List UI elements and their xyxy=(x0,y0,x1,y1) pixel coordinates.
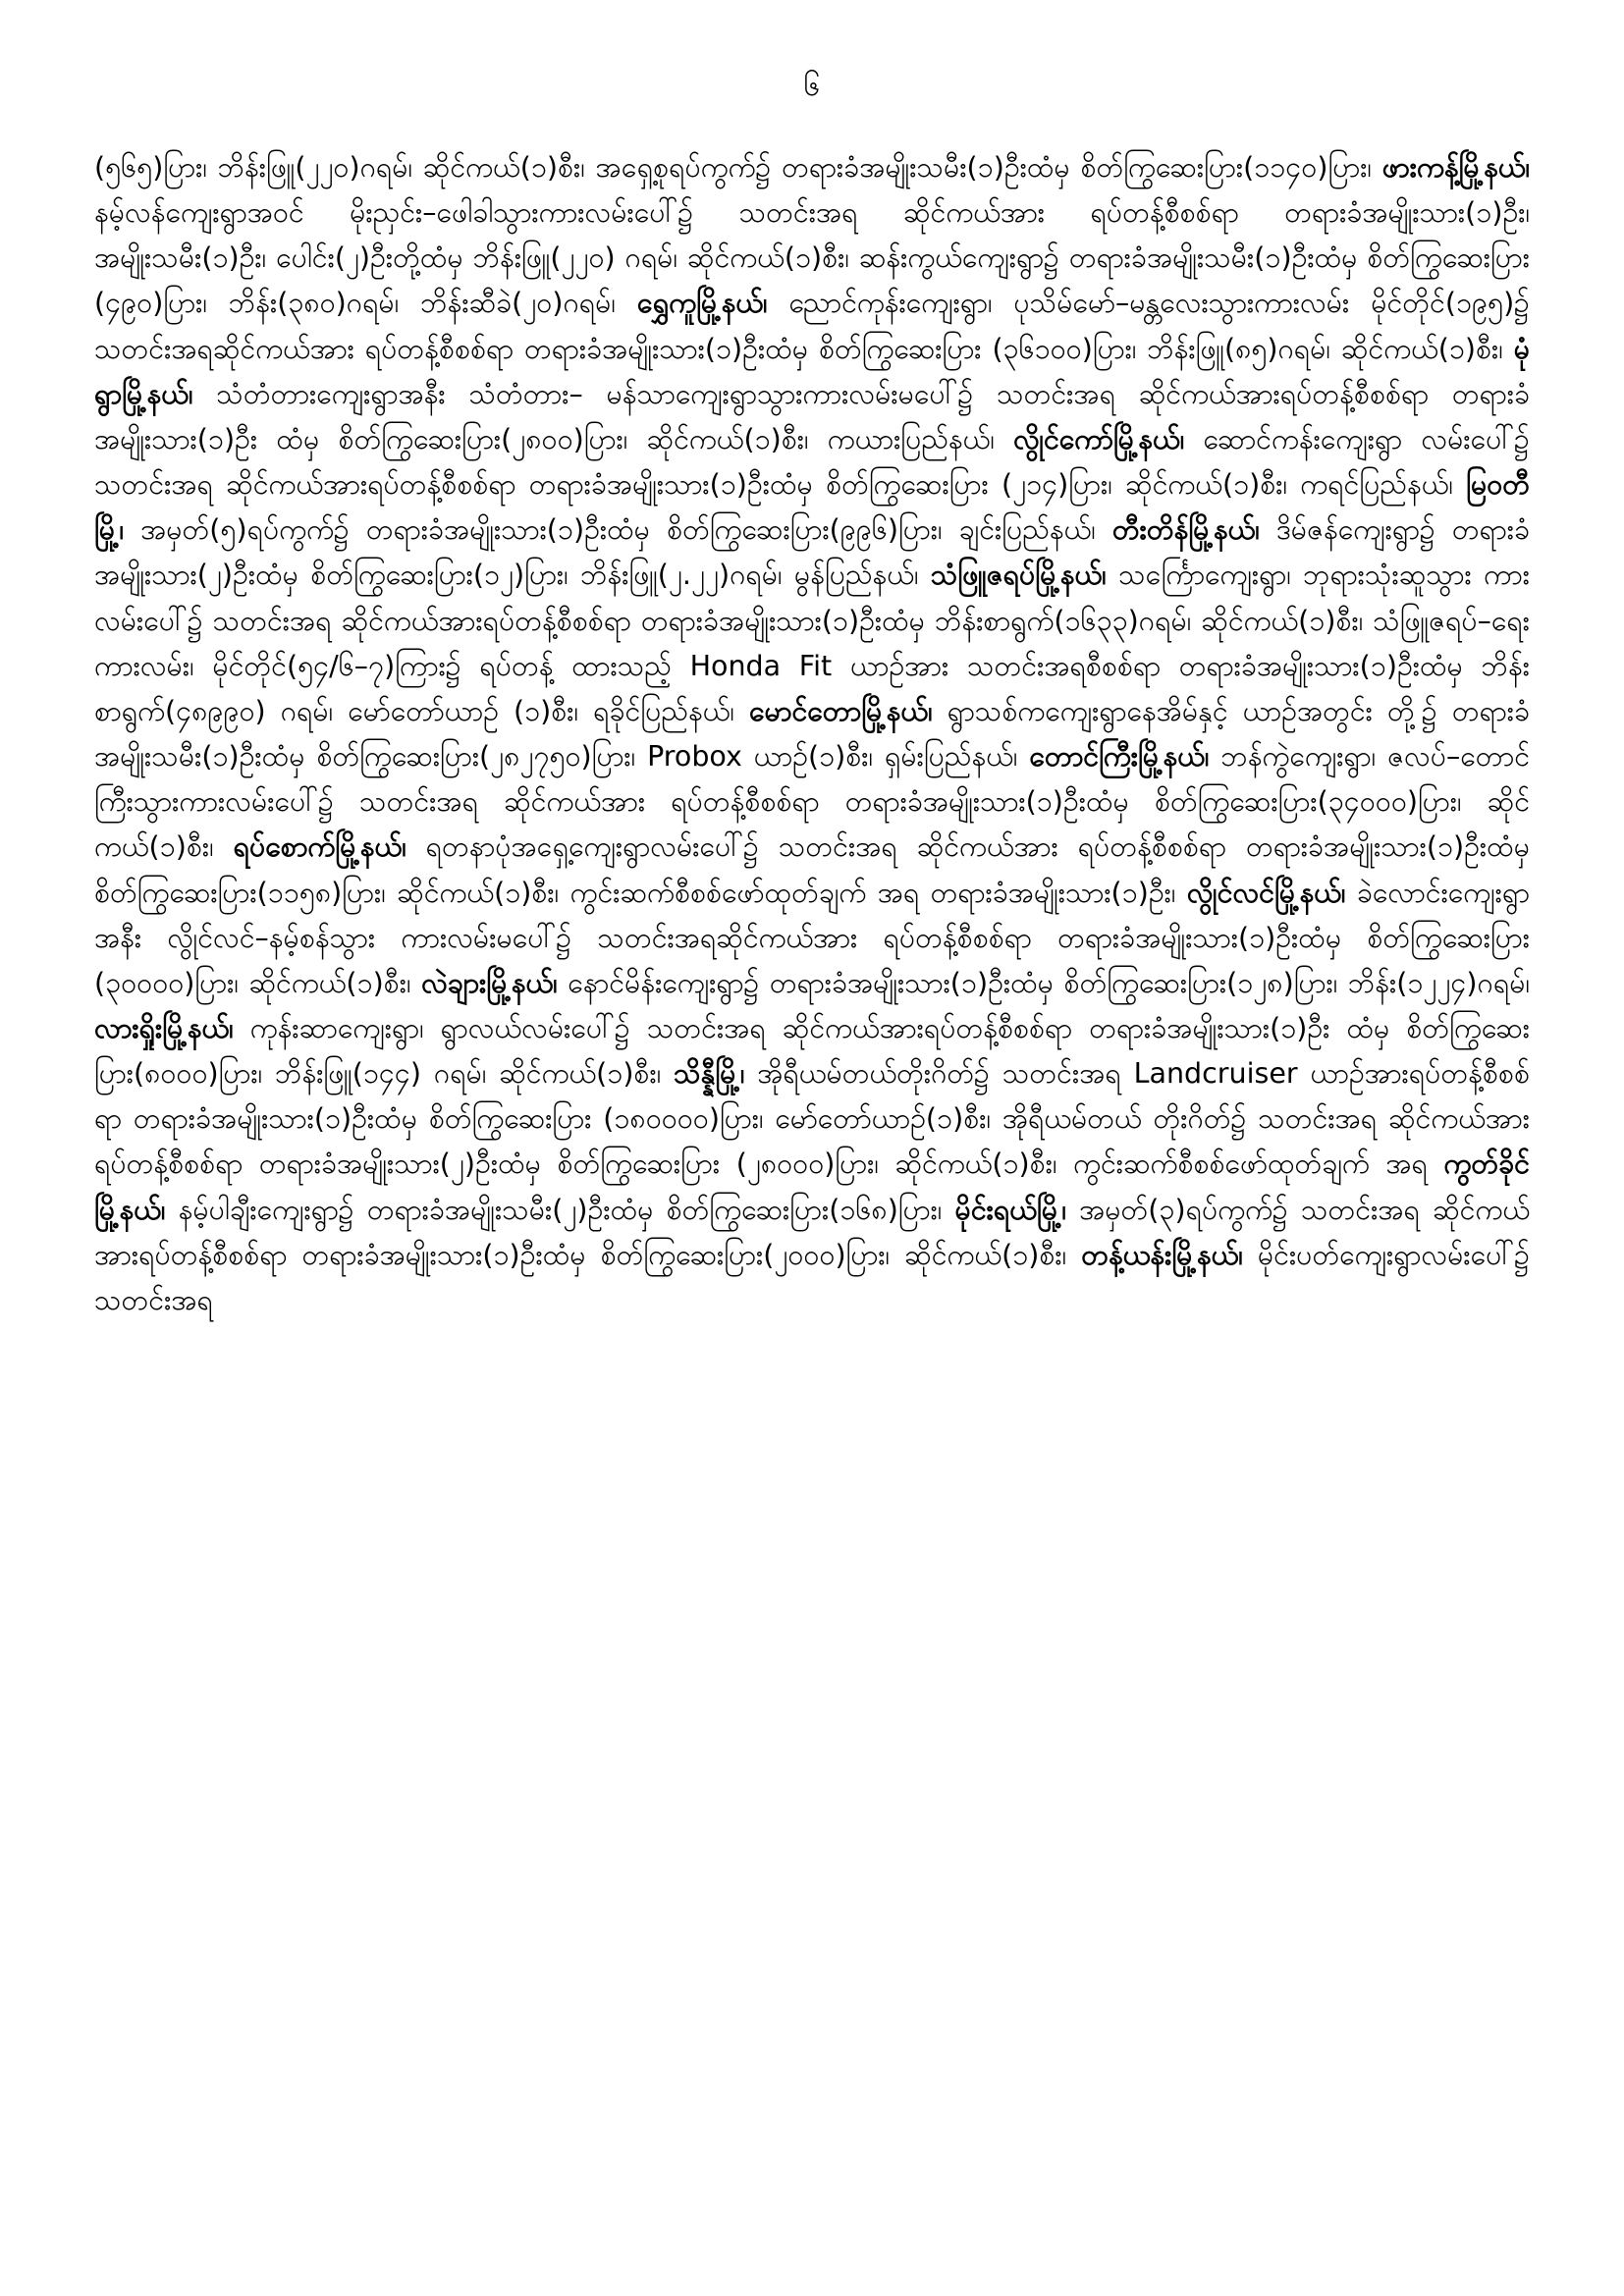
page-number: ၆ xyxy=(803,69,821,103)
body-paragraph: (၅၆၅)ပြား၊ ဘိန်းဖြူ(၂၂၀)ဂရမ်၊ ဆိုင်ကယ်(၁)စီး၊ အရှေ့စုရပ်ကွက်၌ တရားခံအမျိုးသမီး(၁)ဦးထံမှ စိတ်ကြွဆေးပြား(၁၁၄၀)ပြား၊ ဖားကန့်မြို့နယ်၊ နမ့်လန်ကျေးရွာအဝင် မိုးညှင်း–ဖေါခါသွားကားလမ်းပေါ်၌ သတင်းအရ ဆိုင်ကယ်အား ရပ်တန့်စီစစ်ရာ တရားခံအမျိုးသား(၁)ဦး၊ အမျိုးသမီး(၁)ဦး၊ ပေါင်း(၂)ဦးတို့ထံမှ ဘိန်းဖြူ(၂၂၀) ဂရမ်၊ ဆိုင်ကယ်(၁)စီး၊ ဆန်းကွယ်ကျေးရွာ၌ တရားခံအမျိုးသမီး(၁)ဦးထံမှ စိတ်ကြွဆေးပြား (၄၉၀)ပြား၊ ဘိန်း(၃၈၀)ဂရမ်၊ ဘိန်းဆီခဲ(၂၀)ဂရမ်၊ ရွှေကူမြို့နယ်၊ ညောင်ကုန်းကျေးရွာ၊ ပုသိမ်မော်–မန္တလေးသွားကားလမ်း မိုင်တိုင်(၁၉၅)၌ သတင်းအရဆိုင်ကယ်အား ရပ်တန့်စီစစ်ရာ တရားခံအမျိုးသား(၁)ဦးထံမှ စိတ်ကြွဆေးပြား (၃၆၁၀၀)ပြား၊ ဘိန်းဖြူ(၈၅)ဂရမ်၊ ဆိုင်ကယ်(၁)စီး၊ မုံရွာမြို့နယ်၊ သံတံတားကျေးရွာအနီး သံတံတား– မန်သာကျေးရွာသွားကားလမ်းမပေါ်၌ သတင်းအရ ဆိုင်ကယ်အားရပ်တန့်စီစစ်ရာ တရားခံအမျိုးသား(၁)ဦး ထံမှ စိတ်ကြွဆေးပြား(၂၈၀၀)ပြား၊ ဆိုင်ကယ်(၁)စီး၊ ကယားပြည်နယ်၊ လွိုင်ကော်မြို့နယ်၊ ဆောင်ကန်းကျေးရွာ လမ်းပေါ်၌ သတင်းအရ ဆိုင်ကယ်အားရပ်တန့်စီစစ်ရာ တရားခံအမျိုးသား(၁)ဦးထံမှ စိတ်ကြွဆေးပြား (၂၁၄)ပြား၊ ဆိုင်ကယ်(၁)စီး၊ ကရင်ပြည်နယ်၊ မြဝတီမြို့၊ အမှတ်(၅)ရပ်ကွက်၌ တရားခံအမျိုးသား(၁)ဦးထံမှ စိတ်ကြွဆေးပြား(၉၉၆)ပြား၊ ချင်းပြည်နယ်၊ တီးတိန်မြို့နယ်၊ ဒိမ်ဇန်ကျေးရွာ၌ တရားခံအမျိုးသား(၂)ဦးထံမှ စိတ်ကြွဆေးပြား(၁၂)ပြား၊ ဘိန်းဖြူ(၂.၂၂)ဂရမ်၊ မွန်ပြည်နယ်၊ သံဖြူဇရပ်မြို့နယ်၊ သင်္ကြောကျေးရွာ၊ ဘုရားသုံးဆူသွား ကားလမ်းပေါ်၌ သတင်းအရ ဆိုင်ကယ်အားရပ်တန့်စီစစ်ရာ တရားခံအမျိုးသား(၁)ဦးထံမှ ဘိန်းစာရွက်(၁၆၃၃)ဂရမ်၊ ဆိုင်ကယ်(၁)စီး၊ သံဖြူဇရပ်–ရေးကားလမ်း၊ မိုင်တိုင်(၅၄/၆–၇)ကြား၌ ရပ်တန့် ထားသည့် Honda Fit ယာဉ်အား သတင်းအရစီစစ်ရာ တရားခံအမျိုးသား(၁)ဦးထံမှ ဘိန်းစာရွက်(၄၈၉၉၀) ဂရမ်၊ မော်တော်ယာဉ် (၁)စီး၊ ရခိုင်ပြည်နယ်၊ မောင်တောမြို့နယ်၊ ရွာသစ်ကကျေးရွာနေအိမ်နှင့် ယာဉ်အတွင်း တို့၌ တရားခံအမျိုးသမီး(၁)ဦးထံမှ စိတ်ကြွဆေးပြား(၂၈၂၇၅၀)ပြား၊ Probox ယာဉ်(၁)စီး၊ ရှမ်းပြည်နယ်၊ တောင်ကြီးမြို့နယ်၊ ဘန်ကွဲကျေးရွာ၊ ဇလပ်–တောင်ကြီးသွားကားလမ်းပေါ်၌ သတင်းအရ ဆိုင်ကယ်အား ရပ်တန့်စီစစ်ရာ တရားခံအမျိုးသား(၁)ဦးထံမှ စိတ်ကြွဆေးပြား(၃၄၀၀၀)ပြား၊ ဆိုင်ကယ်(၁)စီး၊ ရပ်စောက်မြို့နယ်၊ ရတနာပုံအရှေ့ကျေးရွာလမ်းပေါ်၌ သတင်းအရ ဆိုင်ကယ်အား ရပ်တန့်စီစစ်ရာ တရားခံအမျိုးသား(၁)ဦးထံမှ စိတ်ကြွဆေးပြား(၁၁၅၈)ပြား၊ ဆိုင်ကယ်(၁)စီး၊ ကွင်းဆက်စီစစ်ဖော်ထုတ်ချက် အရ တရားခံအမျိုးသား(၁)ဦး၊ လွိုင်လင်မြို့နယ်၊ ခဲလောင်းကျေးရွာအနီး လွိုင်လင်–နမ့်စန်သွား ကားလမ်းမပေါ်၌ သတင်းအရဆိုင်ကယ်အား ရပ်တန့်စီစစ်ရာ တရားခံအမျိုးသား(၁)ဦးထံမှ စိတ်ကြွဆေးပြား (၃၀၀၀၀)ပြား၊ ဆိုင်ကယ်(၁)စီး၊ လဲချားမြို့နယ်၊ နောင်မိန်းကျေးရွာ၌ တရားခံအမျိုးသား(၁)ဦးထံမှ စိတ်ကြွဆေးပြား(၁၂၈)ပြား၊ ဘိန်း(၁၂၂၄)ဂရမ်၊ လားရှိုးမြို့နယ်၊ ကုန်းဆာကျေးရွာ၊ ရွာလယ်လမ်းပေါ်၌ သတင်းအရ ဆိုင်ကယ်အားရပ်တန့်စီစစ်ရာ တရားခံအမျိုးသား(၁)ဦး ထံမှ စိတ်ကြွဆေးပြား(၈၀၀၀)ပြား၊ ဘိန်းဖြူ(၁၄၄) ဂရမ်၊ ဆိုင်ကယ်(၁)စီး၊ သိန္နီမြို့၊ အိုရီယမ်တယ်တိုးဂိတ်၌ သတင်းအရ Landcruiser ယာဉ်အားရပ်တန့်စီစစ်ရာ တရားခံအမျိုးသား(၁)ဦးထံမှ စိတ်ကြွဆေးပြား (၁၈၀၀၀၀)ပြား၊ မော်တော်ယာဉ်(၁)စီး၊ အိုရီယမ်တယ် တိုးဂိတ်၌ သတင်းအရ ဆိုင်ကယ်အားရပ်တန့်စီစစ်ရာ တရားခံအမျိုးသား(၂)ဦးထံမှ စိတ်ကြွဆေးပြား (၂၈၀၀၀)ပြား၊ ဆိုင်ကယ်(၁)စီး၊ ကွင်းဆက်စီစစ်ဖော်ထုတ်ချက် အရ ကွတ်ခိုင်မြို့နယ်၊ နမ့်ပါချီးကျေးရွာ၌ တရားခံအမျိုးသမီး(၂)ဦးထံမှ စိတ်ကြွဆေးပြား(၁၆၈)ပြား၊ မိုင်းရယ်မြို့၊ အမှတ်(၃)ရပ်ကွက်၌ သတင်းအရ ဆိုင်ကယ်အားရပ်တန့်စီစစ်ရာ တရားခံအမျိုးသား(၁)ဦးထံမှ စိတ်ကြွဆေးပြား(၂၀၀၀)ပြား၊ ဆိုင်ကယ်(၁)စီး၊ တန့်ယန်းမြို့နယ်၊ မိုင်းပတ်ကျေးရွာလမ်းပေါ်၌ သတင်းအရ xyxy=(94,151,1531,1316)
